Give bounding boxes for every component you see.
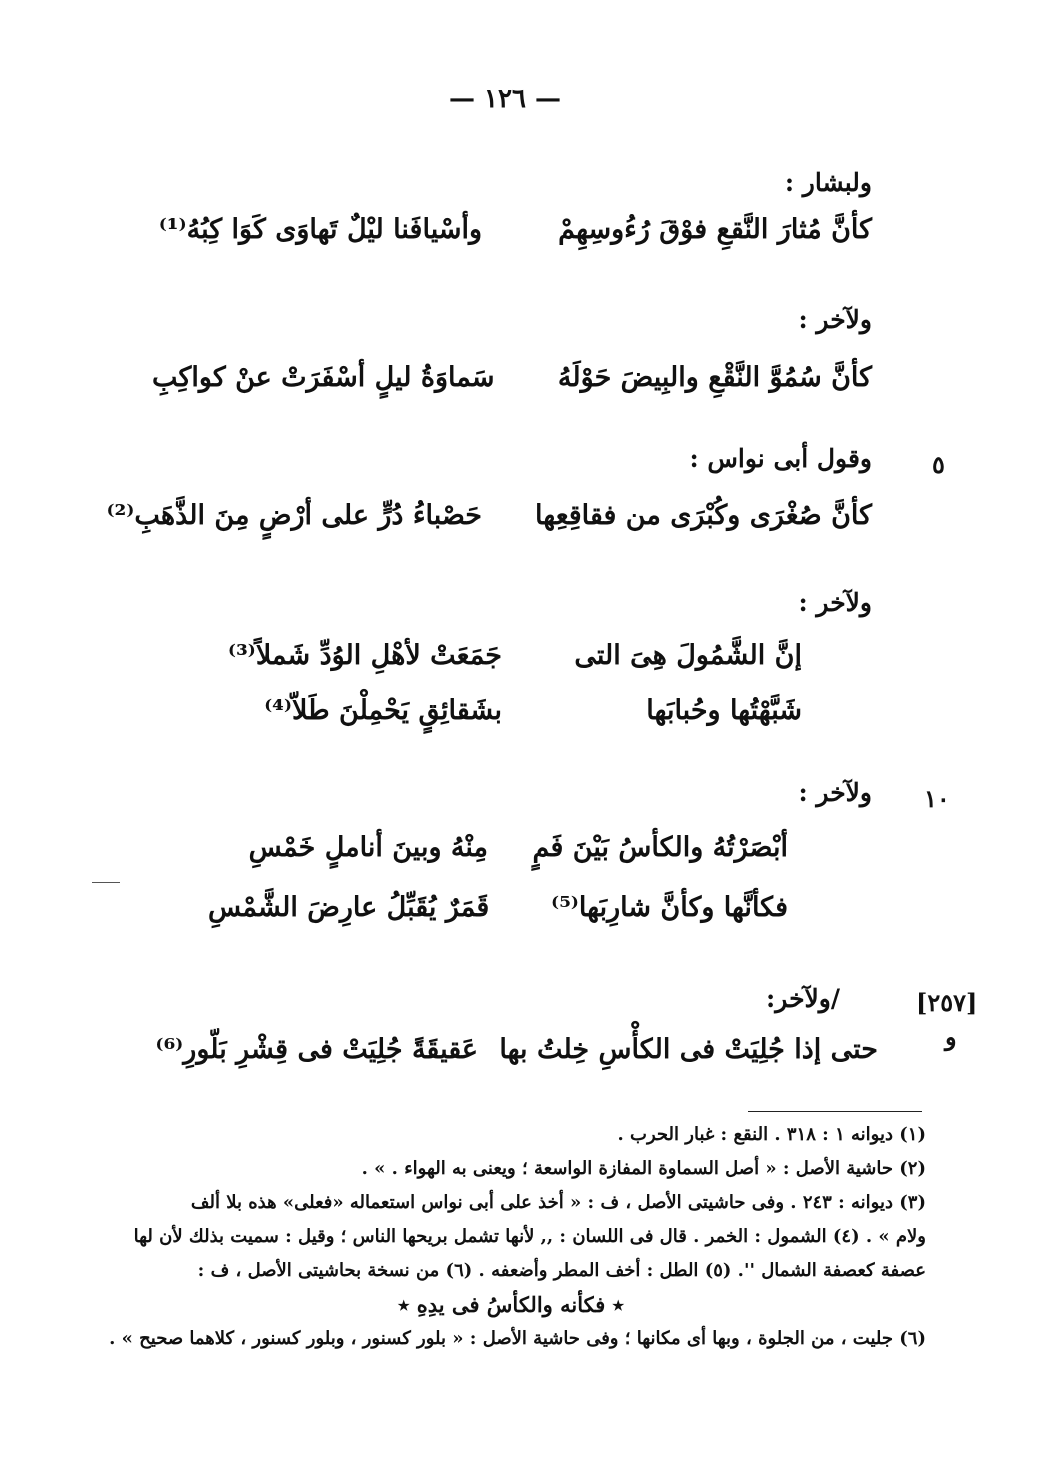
footnote-line: (١) ديوانه ١ : ٣١٨ . النقع : غبار الحرب . (617, 1124, 926, 1145)
footnote-line: (٢) حاشية الأصل : « أصل السماوة المفازة الواسعة ؛ ويعنى به الهواء . » . (361, 1158, 926, 1179)
footnote-quoted-verse: ٭ فكأنه والكأسُ فى يدِهِ ٭ (398, 1292, 624, 1317)
verse-second-hemistich: وأسْيافَنا ليْلٌ تَهاوَى كَوَا كِبُهُ⁽¹⁾ (158, 213, 482, 245)
verse-first-hemistich: فكأنَّها وكأنَّ شارِبَها⁽⁵⁾ (551, 891, 788, 923)
margin-dash (92, 882, 120, 883)
verse-second-hemistich: جَمَعَتْ لأهْلِ الوُدِّ شَملاً⁽³⁾ (227, 639, 502, 671)
verse-second-hemistich: قَمَرٌ يُقَبِّلُ عارِضَ الشَّمْسِ (208, 891, 490, 923)
section-heading: ولبشار : (784, 168, 872, 197)
verse-line (152, 352, 872, 402)
footnote-line: عصفة كعصفة الشمال ''. (٥) الطل : أخف المطر وأضعفه . (٦) من نسخة بحاشيتى الأصل ، ف : (197, 1260, 926, 1281)
verse-second-hemistich: عَقيقَةً جُلِيَتْ فى قِشْرِ بَلّورِ⁽⁶⁾ (155, 1033, 478, 1065)
margin-page-marker-sub: و (945, 1022, 957, 1051)
verse-first-hemistich: أبْصَرْتُهُ والكأسُ بَيْنَ فَمٍ (532, 831, 788, 863)
line-number: ٥ (932, 450, 945, 479)
verse-line (222, 685, 802, 735)
verse-first-hemistich: إنَّ الشَّمُولَ هِىَ التى (574, 639, 802, 671)
verse-second-hemistich: مِنْهُ وبينَ أناملٍ خَمْسِ (248, 831, 488, 863)
footnote-rule (748, 1111, 922, 1112)
section-heading: ولآخر : (798, 778, 872, 807)
section-heading: وقول أبى نواس : (689, 444, 872, 473)
verse-line (208, 882, 788, 932)
verse-line (152, 204, 872, 254)
page-number: — ١٢٦ — (448, 84, 562, 114)
verse-line (106, 490, 872, 540)
footnote-line: (٣) ديوانه : ٢٤٣ . وفى حاشيتى الأصل ، ف : « أخذ على أبى نواس استعماله «فعلى» هذه بلا ألف (190, 1192, 926, 1213)
verse-line (222, 630, 802, 680)
section-heading: ولآخر : (798, 305, 872, 334)
footnotes (96, 1118, 926, 1356)
margin-page-marker: [٢٥٧] (916, 988, 978, 1017)
footnote-line: ولام » . (٤) الشمول : الخمر . قال فى اللسان : ,, لأنها تشمل بريحها الناس ؛ وقيل : سميت بذلك لأن لها (133, 1226, 926, 1247)
verse-first-hemistich: كأنَّ صُغْرَى وكُبْرَى من فقاقِعِها (535, 499, 872, 531)
section-heading: /ولآخر: (766, 984, 840, 1013)
verse-second-hemistich: بشَقائِقٍ يَحْمِلْنَ طَلاّ⁽⁴⁾ (264, 694, 502, 726)
verse-line (118, 1024, 878, 1074)
line-number: ١٠ (924, 784, 950, 813)
section-heading: ولآخر : (798, 588, 872, 617)
verse-second-hemistich: سَماوَةُ ليلٍ أسْفَرَتْ عنْ كواكِبِ (152, 361, 495, 393)
verse-first-hemistich: كأنَّ سُمُوَّ النَّقْعِ والبِيضَ حَوْلَهُ (557, 361, 872, 393)
verse-first-hemistich: حتى إذا جُلِيَتْ فى الكأْسِ خِلتُ بها (499, 1033, 878, 1065)
verse-second-hemistich: حَصْباءُ دُرٍّ على أرْضٍ مِنَ الذَّهَبِ⁽²⁾ (106, 499, 482, 531)
footnote-line: (٦) جليت ، من الجلوة ، وبها أى مكانها ؛ وفى حاشية الأصل : « بلور كسنور ، وبلور كسنور ، كلاهما صحيح » . (109, 1328, 926, 1349)
verse-first-hemistich: شَبَّهْتُها وحُبابَها (646, 694, 802, 726)
verse-first-hemistich: كأنَّ مُثارَ النَّقعِ فوْقَ رُءُوسِهِمْ (558, 213, 872, 245)
verse-line (208, 822, 788, 872)
